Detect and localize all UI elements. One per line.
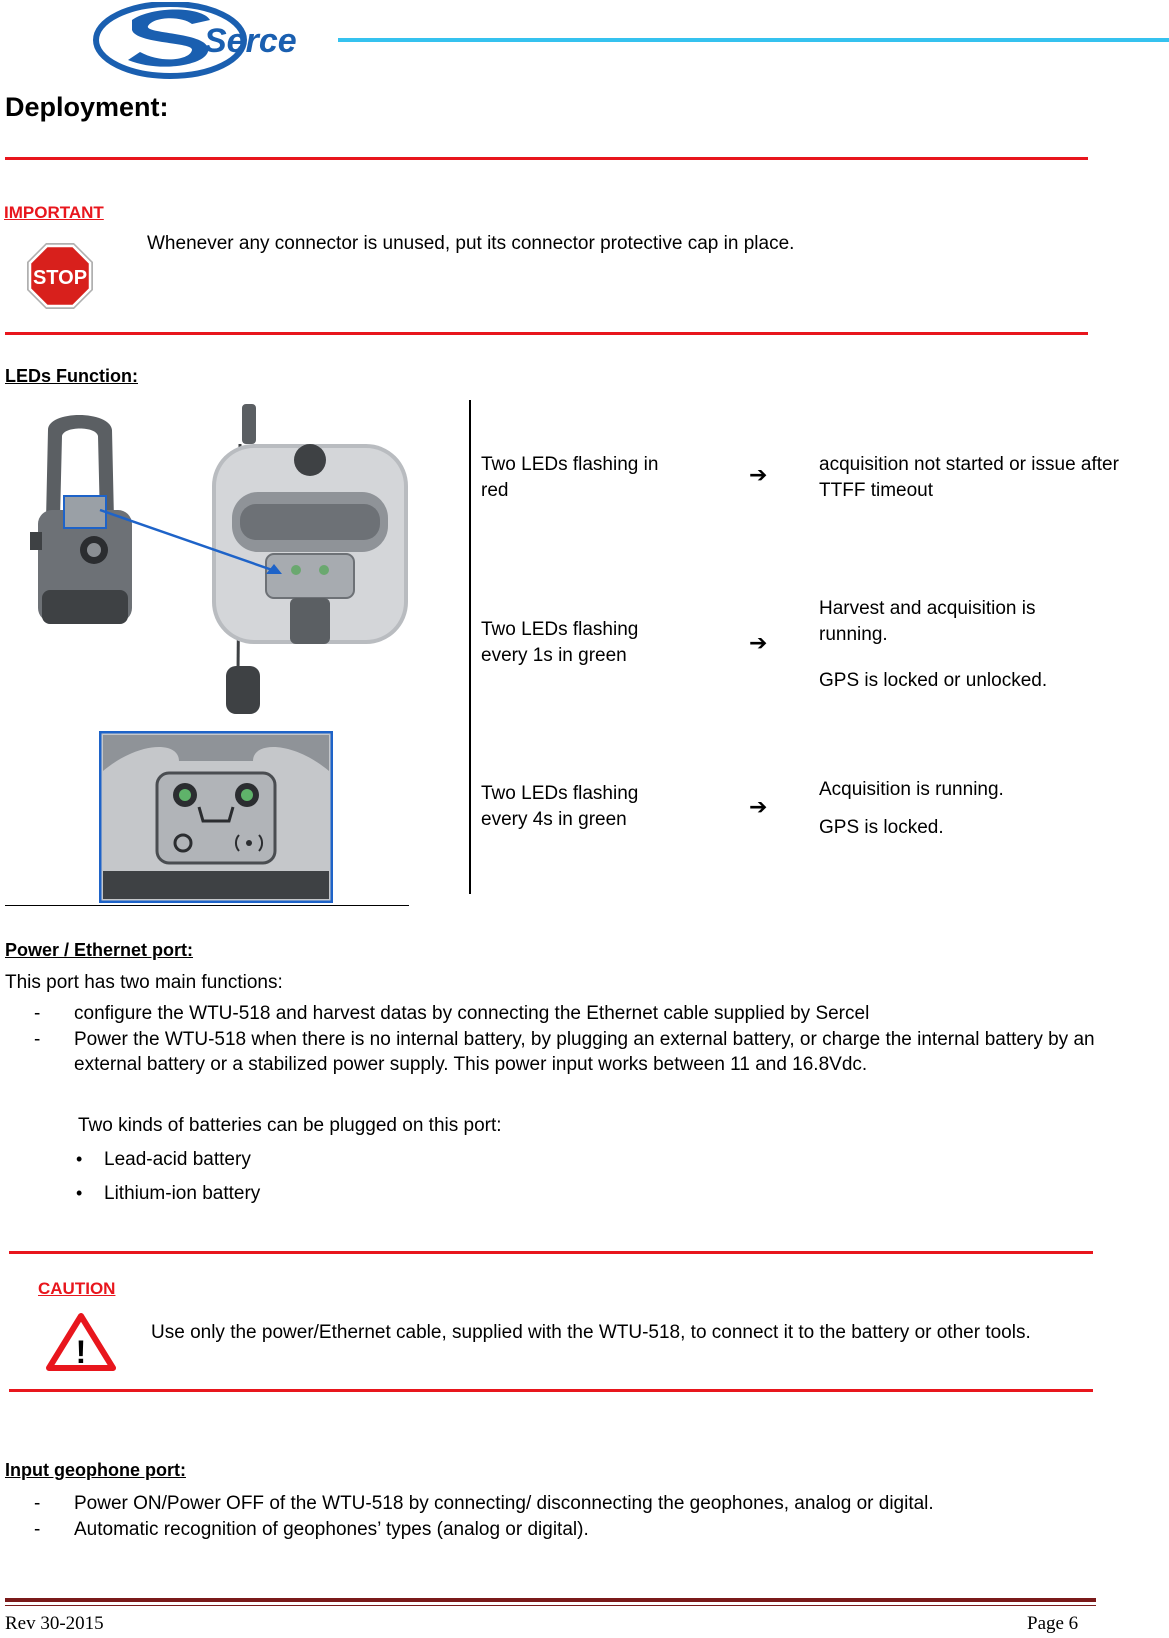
footer-page-number: Page 6 xyxy=(1027,1613,1079,1634)
list-item: - Power ON/Power OFF of the WTU-518 by connecting/ disconnecting the geophones, analog or digital. xyxy=(0,1491,1095,1517)
important-text: Whenever any connector is unused, put its connector protective cap in place. xyxy=(147,233,795,254)
stop-sign-icon xyxy=(26,242,94,310)
section-rule xyxy=(5,157,1088,160)
footer-revision: Rev 30-2015 xyxy=(5,1613,104,1634)
led-state: Two LEDs flashing every 4s in green xyxy=(481,783,639,830)
batteries-list xyxy=(0,1147,600,1214)
list-item: - configure the WTU-518 and harvest datas by connecting the Ethernet cable supplied by Sercel xyxy=(0,1001,1095,1027)
power-functions-list xyxy=(0,1001,1095,1078)
list-item: - Power the WTU-518 when there is no internal battery, by plugging an external battery, or charge the internal battery by an external battery or a stabilized power supply. This power input works between 11 and 16.8Vdc. xyxy=(0,1027,1095,1078)
sercel-logo xyxy=(92,2,297,82)
section-rule xyxy=(9,1251,1093,1254)
led-meaning: Harvest and acquisition is running. xyxy=(819,598,1036,645)
led-meaning: Acquisition is running. xyxy=(819,779,1004,800)
list-item: - Automatic recognition of geophones’ types (analog or digital). xyxy=(0,1517,1095,1543)
footer-rule-thin xyxy=(5,1605,1096,1606)
leds-heading: LEDs Function: xyxy=(5,366,138,386)
svg-text:!: ! xyxy=(75,1334,87,1370)
arrow-right-icon: ➔ xyxy=(749,794,768,819)
list-item: • Lead-acid battery xyxy=(0,1147,600,1173)
geophone-list xyxy=(0,1491,1095,1542)
list-item: • Lithium-ion battery xyxy=(0,1181,600,1207)
warning-triangle-icon xyxy=(46,1313,116,1371)
arrow-right-icon: ➔ xyxy=(749,462,768,487)
led-meaning: GPS is locked. xyxy=(819,817,944,838)
svg-text:STOP: STOP xyxy=(32,267,88,289)
page-title: Deployment: xyxy=(5,92,169,122)
section-rule xyxy=(9,1389,1093,1392)
power-intro: This port has two main functions: xyxy=(5,972,283,993)
led-closeup-image xyxy=(99,731,333,903)
led-meaning: acquisition not started or issue after TTFF timeout xyxy=(819,454,1119,501)
image-cell-rule xyxy=(5,905,409,906)
caution-label: CAUTION xyxy=(38,1279,116,1298)
footer-rule xyxy=(5,1598,1096,1602)
geophone-heading: Input geophone port: xyxy=(5,1460,186,1480)
batteries-intro: Two kinds of batteries can be plugged on this port: xyxy=(78,1115,502,1136)
svg-text:Sercel: Sercel xyxy=(204,22,297,60)
arrow-right-icon: ➔ xyxy=(749,630,768,655)
led-state: Two LEDs flashing in red xyxy=(481,454,659,501)
important-label: IMPORTANT xyxy=(4,203,104,222)
pointer-arrow xyxy=(70,490,290,580)
led-state: Two LEDs flashing every 1s in green xyxy=(481,619,639,666)
led-meaning: GPS is locked or unlocked. xyxy=(819,670,1048,691)
section-rule xyxy=(5,332,1088,335)
table-divider xyxy=(469,400,471,894)
power-heading: Power / Ethernet port: xyxy=(5,940,194,960)
caution-text: Use only the power/Ethernet cable, supplied with the WTU-518, to connect it to the battery or other tools. xyxy=(151,1322,1031,1343)
header-rule xyxy=(338,38,1169,42)
